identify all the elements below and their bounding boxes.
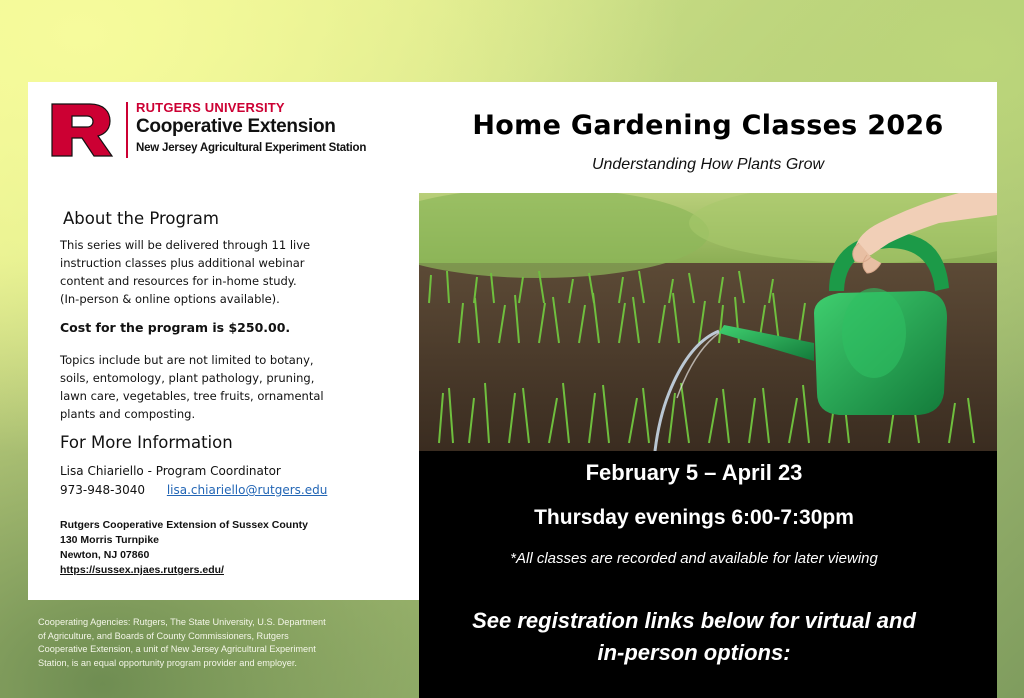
topics-text [60,351,324,423]
registration-line: See registration links below for virtual and [472,608,916,633]
topics-line: lawn care, vegetables, tree fruits, ornamental [60,389,324,403]
rutgers-r-logo-mark [50,102,114,158]
registration-note [419,605,969,669]
more-info-heading: For More Information [60,433,233,452]
event-title: Home Gardening Classes 2026 [472,110,944,141]
program-cost: Cost for the program is $250.00. [60,320,291,335]
footer-line: Cooperative Extension, a unit of New Jersey Agricultural Experiment [38,644,316,654]
title-area [419,82,997,193]
logo-divider [126,102,128,158]
about-description-line: (In-person & online options available). [60,292,280,306]
office-name: Rutgers Cooperative Extension of Sussex County [60,519,308,531]
program-info-panel [28,82,420,600]
office-city: Newton, NJ 07860 [60,549,150,561]
about-description [60,236,310,308]
email-link[interactable]: lisa.chiariello@rutgers.edu [166,483,328,497]
topics-line: Topics include but are not limited to botany, [60,353,314,367]
logo-university-name: RUTGERS UNIVERSITY [136,100,285,115]
footer-line: Cooperating Agencies: Rutgers, The State University, U.S. Department [38,617,326,627]
office-street: 130 Morris Turnpike [60,534,160,546]
topics-line: plants and composting. [60,407,196,421]
website-link[interactable]: https://sussex.njaes.rutgers.edu/ [60,564,224,576]
garden-watering-photo [419,193,997,451]
cooperating-agencies-note [38,616,378,670]
event-panel [419,82,997,698]
about-description-line: instruction classes plus additional webinar [60,256,305,270]
coordinator-name: Lisa Chiariello - Program Coordinator [60,464,281,478]
logo-division-name: Cooperative Extension [136,116,336,137]
about-description-line: This series will be delivered through 11 live [60,238,311,252]
event-subtitle: Understanding How Plants Grow [591,156,825,173]
about-description-line: content and resources for in-home study. [60,274,297,288]
contact-row [60,483,327,497]
rutgers-logo [48,100,368,162]
garden-illustration [419,193,997,451]
footer-line: of Agriculture, and Boards of County Commissioners, Rutgers [38,630,289,641]
logo-station-name: New Jersey Agricultural Experiment Station [136,142,367,154]
footer-line: Station, is an equal opportunity program provider and employer. [38,657,297,668]
topics-line: soils, entomology, plant pathology, pruning, [60,371,315,385]
about-heading: About the Program [63,209,219,228]
recording-note: *All classes are recorded and available for later viewing [510,550,878,567]
class-dates: February 5 – April 23 [585,460,803,485]
phone-number: 973-948-3040 [60,483,146,497]
class-times: Thursday evenings 6:00-7:30pm [534,506,854,529]
registration-line: in-person options: [597,640,791,665]
